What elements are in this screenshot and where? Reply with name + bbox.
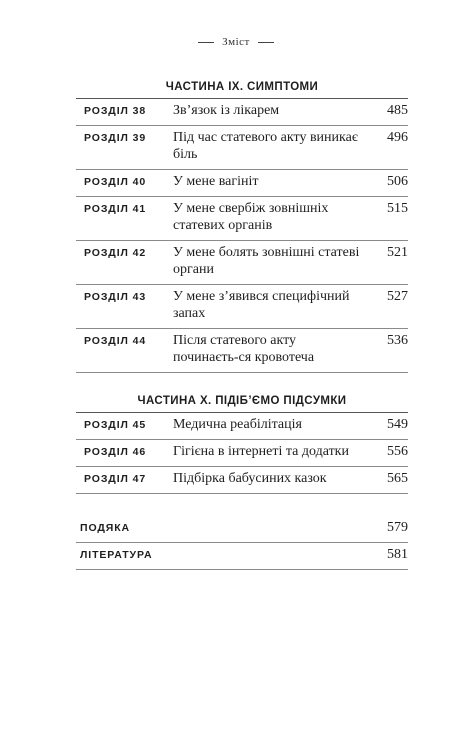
page-number: 565 xyxy=(387,471,408,486)
toc-row-chapter-44[interactable] xyxy=(76,329,408,373)
part-x xyxy=(76,395,408,494)
chapter-label: РОЗДІЛ 45 xyxy=(84,419,147,431)
chapter-title: Після статевого акту починаєть-ся кровотеча xyxy=(173,333,315,365)
left-dash xyxy=(198,42,214,43)
chapter-label: РОЗДІЛ 40 xyxy=(84,176,147,188)
page-number: 527 xyxy=(387,289,408,304)
chapter-label: РОЗДІЛ 43 xyxy=(84,291,147,303)
chapter-label: РОЗДІЛ 38 xyxy=(84,105,147,117)
page-number: 556 xyxy=(387,444,408,459)
back-matter xyxy=(76,516,408,570)
toc-row-chapter-41[interactable] xyxy=(76,197,408,241)
toc-row-acknowledgements[interactable] xyxy=(76,516,408,543)
part-title: ЧАСТИНА X. ПІДІБ’ЄМО ПІДСУМКИ xyxy=(76,395,408,413)
chapter-title: Гігієна в інтернеті та додатки xyxy=(173,444,349,459)
page-number: 485 xyxy=(387,103,408,118)
part-ix xyxy=(76,81,408,373)
toc-row-chapter-42[interactable] xyxy=(76,241,408,285)
page-number: 521 xyxy=(387,245,408,260)
chapter-title: Підбірка бабусиних казок xyxy=(173,471,327,486)
chapter-title: У мене з’явився специфічний запах xyxy=(173,289,350,321)
page-number: 506 xyxy=(387,174,408,189)
chapter-label: РОЗДІЛ 39 xyxy=(84,132,147,144)
page-number: 536 xyxy=(387,333,408,348)
chapter-title: У мене вагініт xyxy=(173,174,259,189)
section-label: ПОДЯКА xyxy=(80,522,130,534)
chapter-label: РОЗДІЛ 41 xyxy=(84,203,147,215)
toc-row-chapter-40[interactable] xyxy=(76,170,408,197)
toc-row-chapter-43[interactable] xyxy=(76,285,408,329)
page-number: 515 xyxy=(387,201,408,216)
chapter-title: У мене свербіж зовнішніх статевих органів xyxy=(173,201,329,233)
page-number: 579 xyxy=(387,520,408,535)
right-dash xyxy=(258,42,274,43)
toc-row-chapter-39[interactable] xyxy=(76,126,408,170)
part-title: ЧАСТИНА IX. СИМПТОМИ xyxy=(76,81,408,99)
chapter-title: Зв’язок із лікарем xyxy=(173,103,280,118)
toc-row-bibliography[interactable] xyxy=(76,543,408,570)
chapter-title: Медична реабілітація xyxy=(173,417,302,432)
page-number: 581 xyxy=(387,547,408,562)
toc-row-chapter-38[interactable] xyxy=(76,99,408,126)
running-title: Зміст xyxy=(222,36,250,48)
chapter-label: РОЗДІЛ 42 xyxy=(84,247,147,259)
chapter-label: РОЗДІЛ 47 xyxy=(84,473,147,485)
running-head xyxy=(0,36,472,48)
chapter-label: РОЗДІЛ 44 xyxy=(84,335,147,347)
chapter-label: РОЗДІЛ 46 xyxy=(84,446,147,458)
chapter-title: У мене болять зовнішні статеві органи xyxy=(173,245,360,277)
page-number: 496 xyxy=(387,130,408,145)
section-label: ЛІТЕРАТУРА xyxy=(80,549,153,561)
toc-row-chapter-45[interactable] xyxy=(76,413,408,440)
chapter-title: Під час статевого акту виникає біль xyxy=(173,130,358,162)
toc-row-chapter-47[interactable] xyxy=(76,467,408,494)
toc-row-chapter-46[interactable] xyxy=(76,440,408,467)
page-number: 549 xyxy=(387,417,408,432)
